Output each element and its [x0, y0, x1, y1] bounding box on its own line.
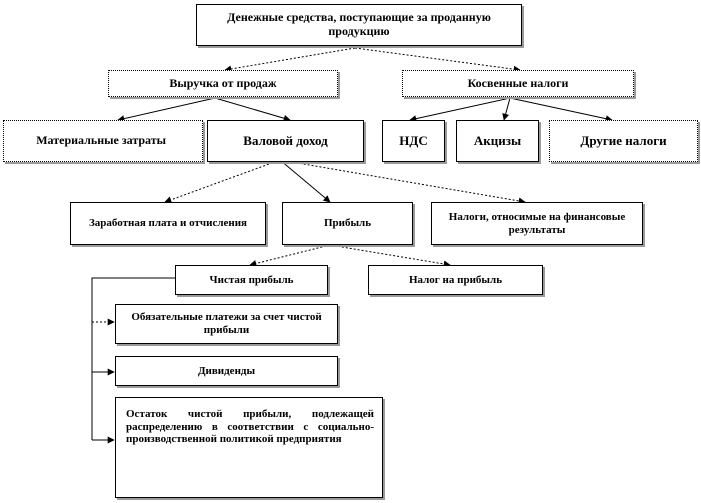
arrow-gross-to-taxes-on-results — [280, 160, 525, 202]
indirect-taxes-label: Косвенные налоги — [467, 75, 569, 90]
arrow-root-to-indirect-taxes — [355, 48, 520, 70]
box-profit-tax — [368, 265, 543, 295]
arrow-profit-to-net-profit — [250, 245, 330, 265]
arrow-indirect-to-vat — [410, 98, 510, 120]
box-root — [196, 4, 522, 46]
box-net-profit — [175, 265, 328, 295]
box-taxes-on-results — [431, 202, 643, 245]
arrow-profit-to-profit-tax — [330, 245, 450, 265]
wages-label: Заработная плата и отчисления — [88, 217, 248, 230]
material-costs-label: Материальные затраты — [36, 133, 166, 148]
box-excises — [456, 120, 539, 162]
arrow-indirect-to-other-taxes — [510, 98, 612, 120]
net-profit-label: Чистая прибыль — [209, 273, 294, 286]
arrow-revenue-to-gross-income — [215, 98, 290, 120]
root-label: Денежные средства, поступающие за проданную продукцию — [227, 10, 491, 38]
taxes-on-results-label: Налоги, относимые на финансовые результаты — [448, 210, 626, 236]
arrow-gross-to-wages — [165, 160, 280, 202]
arrow-indirect-to-excises — [504, 98, 510, 120]
revenue-label: Выручка от продаж — [169, 75, 277, 90]
profit-label: Прибыль — [323, 217, 372, 230]
box-profit — [282, 202, 413, 245]
box-gross-income — [207, 120, 364, 162]
dividends-label: Дивиденды — [197, 364, 256, 377]
box-material-costs — [3, 120, 203, 162]
box-dividends — [115, 356, 338, 386]
arrow-gross-to-profit — [280, 160, 330, 202]
arrow-root-to-revenue — [225, 48, 355, 70]
other-taxes-label: Другие налоги — [580, 132, 667, 148]
remaining-profit-label: Остаток чистой прибыли, подлежащей распределению в соответствии с социально-производственной политикой предприятия — [126, 408, 374, 446]
arrow-revenue-to-material-costs — [118, 98, 215, 120]
box-indirect-taxes — [402, 70, 634, 97]
box-vat — [382, 120, 445, 162]
box-revenue — [108, 70, 338, 97]
excises-label: Акцизы — [473, 132, 522, 148]
box-remaining-profit — [115, 397, 383, 498]
box-wages — [70, 202, 266, 245]
mandatory-payments-label: Обязательные платежи за счет чистой прибыли — [131, 311, 322, 336]
vat-label: НДС — [399, 132, 428, 148]
profit-tax-label: Налог на прибыль — [408, 273, 503, 286]
box-other-taxes — [549, 120, 698, 162]
box-mandatory-payments — [115, 304, 338, 344]
gross-income-label: Валовой доход — [243, 132, 328, 148]
